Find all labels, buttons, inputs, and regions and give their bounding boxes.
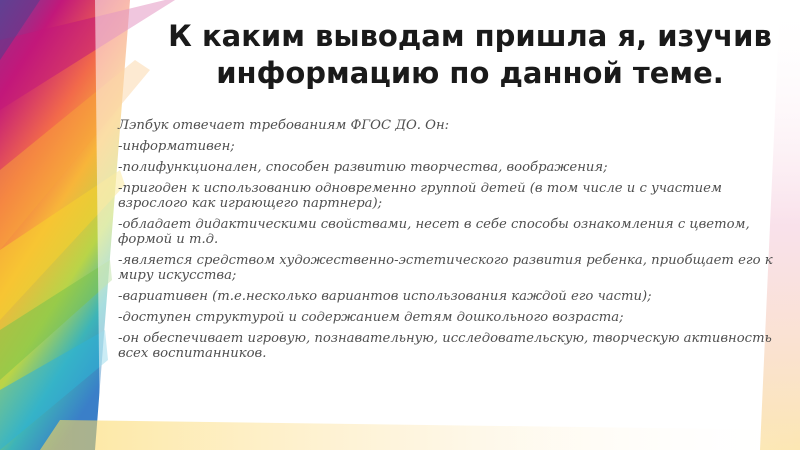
- list-item: -полифункционален, способен развитию творчества, воображения;: [118, 160, 608, 175]
- list-item: -доступен структурой и содержанием детям дошкольного возраста;: [118, 310, 624, 325]
- slide-content: [118, 118, 778, 367]
- list-item: -вариативен (т.е.несколько вариантов использования каждой его части);: [118, 289, 652, 304]
- list-item: -является средством художественно-эстетического развития ребенка, приобщает его к миру искусства;: [118, 253, 773, 283]
- bottom-soft-band: [40, 420, 800, 450]
- list-item: -информативен;: [118, 139, 235, 154]
- title-line-1: К каким выводам пришла я, изучив: [168, 19, 772, 53]
- paragraph-intro: Лэпбук отвечает требованиям ФГОС ДО. Он:: [118, 118, 450, 133]
- slide-title: [150, 18, 790, 92]
- list-item: -он обеспечивает игровую, познавательную, исследовательскую, творческую активность всех воспитанников.: [118, 331, 772, 361]
- title-line-2: информацию по данной теме.: [216, 56, 724, 90]
- list-item: -обладает дидактическими свойствами, несет в себе способы ознакомления с цветом, формой и т.д.: [118, 217, 750, 247]
- list-item: -пригоден к использованию одновременно группой детей (в том числе и с участием взрослого как играющего партнера);: [118, 181, 722, 211]
